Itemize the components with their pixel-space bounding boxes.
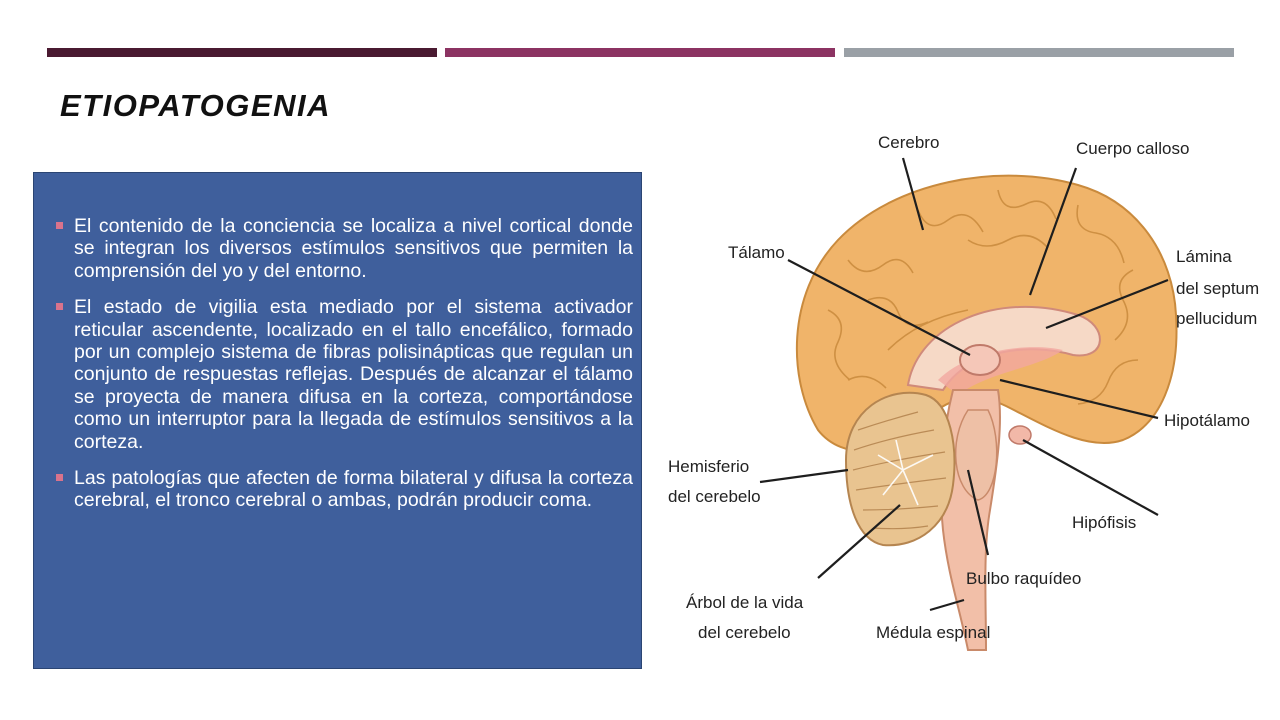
bullet-text: Las patologías que afecten de forma bilateral y difusa la corteza cerebral, el tronco cerebral o ambas, podrán producir coma. — [74, 467, 633, 512]
label-hemisferio-1: Hemisferio — [668, 457, 750, 476]
bullet-item — [74, 215, 633, 282]
square-bullet-icon — [56, 222, 63, 229]
label-lamina-1: Lámina — [1176, 247, 1232, 266]
label-bulbo: Bulbo raquídeo — [966, 569, 1082, 588]
label-medula: Médula espinal — [876, 623, 991, 642]
square-bullet-icon — [56, 303, 63, 310]
label-hipofisis: Hipófisis — [1072, 513, 1137, 532]
slide-title: ETIOPATOGENIA — [60, 88, 331, 123]
label-cerebro: Cerebro — [878, 133, 940, 152]
brain-anatomy-diagram — [668, 110, 1268, 665]
label-cuerpo-calloso: Cuerpo calloso — [1076, 139, 1190, 158]
bullet-text: El contenido de la conciencia se localiza a nivel cortical donde se integran los diversos estímulos sensitivos que permiten la comprensión del yo y del entorno. — [74, 215, 633, 282]
label-hemisferio-2: del cerebelo — [668, 487, 761, 506]
label-arbol-1: Árbol de la vida — [686, 593, 804, 612]
bullet-text: El estado de vigilia esta mediado por el sistema activador reticular ascendente, localizado en el tallo encefálico, formado por un complejo sistema de fibras polisinápticas que regulan un conjunto de respuestas reflejas. Después de alcanzar el tálamo se proyecta de manera difusa en la corteza, comportándose como un interruptor para la llegada de estímulos sensitivos a la corteza. — [74, 296, 633, 453]
label-arbol-2: del cerebelo — [698, 623, 791, 642]
text-panel — [33, 172, 642, 669]
label-lamina-2: del septum — [1176, 279, 1260, 298]
bullet-item — [74, 467, 633, 512]
accent-bar-dark — [47, 48, 437, 57]
label-talamo: Tálamo — [728, 243, 785, 262]
square-bullet-icon — [56, 474, 63, 481]
label-hipotalamo: Hipotálamo — [1164, 411, 1250, 430]
accent-bar-gray — [844, 48, 1234, 57]
bullet-item — [74, 296, 633, 453]
bullet-list — [34, 173, 641, 512]
label-lamina-3: pellucidum — [1176, 309, 1258, 328]
accent-bar-magenta — [445, 48, 835, 57]
